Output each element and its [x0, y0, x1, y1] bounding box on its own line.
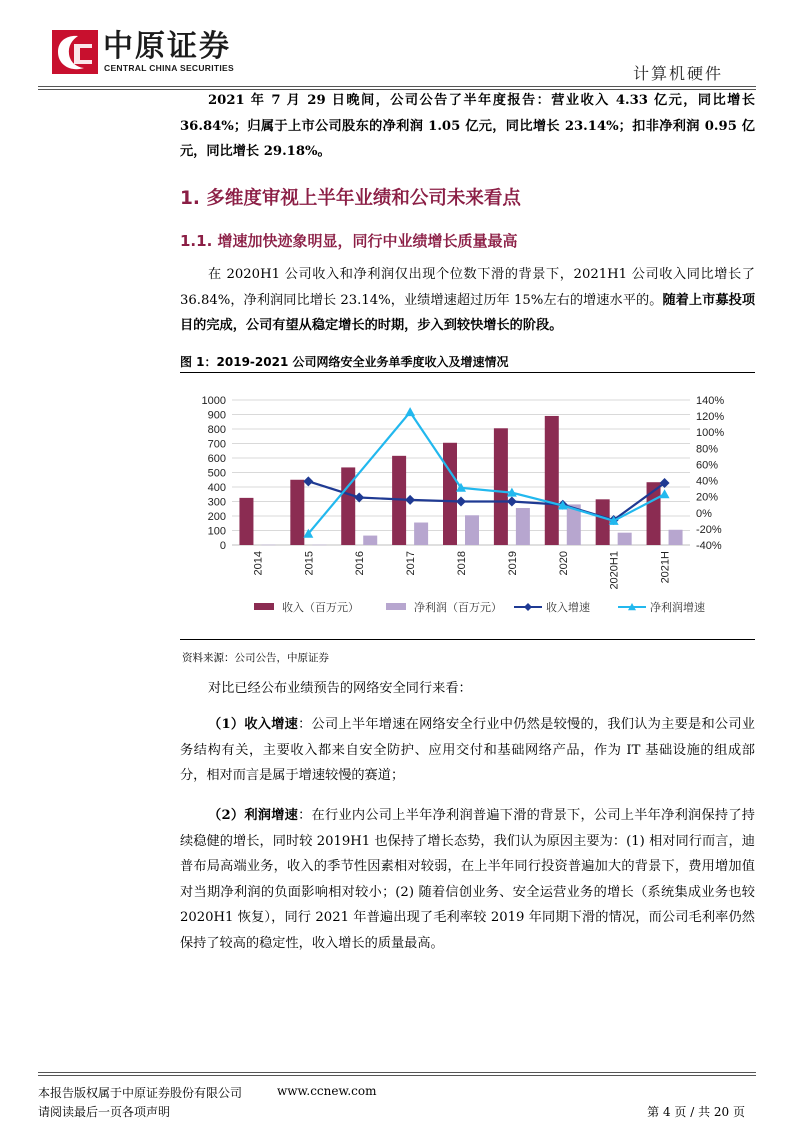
right-tick-label: 80%: [696, 443, 719, 456]
left-tick-label: 700: [207, 438, 226, 451]
bar-revenue: [443, 443, 457, 545]
logo-chinese-name: 中原证券: [103, 29, 231, 64]
point-revenue-growth: [303, 476, 313, 486]
x-axis-categories: [252, 551, 671, 590]
right-tick-label: 0%: [696, 507, 712, 520]
header-divider: [38, 86, 756, 87]
legend-label: 净利润增速: [650, 602, 705, 614]
point-profit-growth: [405, 407, 415, 416]
footer-divider-thin: [38, 1075, 756, 1076]
bar-net-profit: [669, 530, 683, 545]
left-tick-label: 100: [207, 525, 226, 538]
body-paragraph-1: [180, 262, 755, 339]
right-tick-label: -20%: [696, 523, 722, 536]
logo-english-name: CENTRAL CHINA SECURITIES: [104, 63, 234, 73]
logo-mark: [52, 30, 98, 74]
body-paragraph-1-emphasis: 随着上市募投项目的完成，公司有望从稳定增长的时期，步入到较快增长的阶段。: [180, 292, 756, 333]
figure-top-rule: [180, 372, 755, 373]
bar-net-profit: [618, 533, 632, 545]
x-category-label: 2018: [456, 551, 468, 576]
bar-revenue: [596, 499, 610, 545]
bar-net-profit: [261, 545, 275, 546]
footer-copyright: 本报告版权属于中原证券股份有限公司: [38, 1086, 243, 1100]
x-category-label: 2016: [354, 551, 367, 576]
bar-net-profit: [312, 545, 326, 546]
revenue-profit-chart: [180, 378, 756, 636]
x-category-label: 2014: [252, 551, 265, 576]
right-tick-label: 60%: [696, 459, 719, 472]
legend-label: 净利润（百万元）: [414, 602, 502, 614]
body-paragraph-3: [180, 712, 755, 789]
footer-website-link[interactable]: www.ccnew.com: [277, 1084, 377, 1098]
intro-paragraph: 2021 年 7 月 29 日晚间，公司公告了半年度报告：营业收入 4.33 亿元，同比增长 36.84%；归属于上市公司股东的净利润 1.05 亿元，同比增长 23.14%；扣非净利润 0.95 亿元，同比增长 29.18%。: [180, 93, 755, 159]
figure-title: 图 1：2019-2021 公司网络安全业务单季度收入及增速情况: [180, 355, 509, 369]
right-tick-label: 40%: [696, 475, 719, 488]
left-tick-label: 900: [207, 409, 226, 422]
body-paragraph-2: 对比已经公布业绩预告的网络安全同行来看：: [208, 681, 472, 696]
legend-label: 收入增速: [546, 602, 590, 614]
left-tick-label: 300: [207, 496, 226, 509]
right-axis-ticks: [696, 395, 724, 552]
point-revenue-growth: [354, 492, 364, 502]
left-tick-label: 400: [207, 482, 226, 494]
bar-revenue: [290, 480, 304, 545]
x-category-label: 2017: [405, 551, 418, 576]
profit-growth-text: ：在行业内公司上半年净利润普遍下滑的背景下，公司上半年净利润保持了持续稳健的增长，同时较 2019H1 也保持了增长态势，我们认为原因主要为：(1) 相对同行而言，迪普布局高端业务，收入的季节性因素相对较弱，在上半年同行投资普遍加大的背景下，费用增加值对当期净利润的负面影响相对较小；(2) 随着信创业务、安全运营业务的增长（系统集成业务也较 2020H1 恢复），同行 2021 年普遍出现了毛利率较 2019 年同期下滑的情况，而公司毛利率仍然保持了较高的稳定性，收入增长的质量最高。: [180, 808, 755, 951]
bar-revenue: [545, 416, 559, 545]
right-tick-label: 20%: [696, 491, 719, 504]
legend-marker: [524, 603, 532, 611]
footer-divider: [38, 1072, 756, 1073]
page-number: 第 4 页 / 共 20 页: [647, 1105, 745, 1119]
point-profit-growth: [660, 489, 670, 498]
right-tick-label: 100%: [696, 427, 725, 440]
bar-net-profit: [363, 536, 377, 545]
revenue-growth-text: ：公司上半年增速在网络安全行业中仍然是较慢的，我们认为主要是和公司业务结构有关，主要收入都来自安全防护、应用交付和基础网络产品，作为 IT 基础设施的组成部分，相对而言是属于增速较慢的赛道；: [180, 717, 755, 783]
profit-growth-label: （2）利润增速: [208, 808, 299, 823]
x-category-label: 2020: [557, 551, 570, 576]
section-heading: 1. 多维度审视上半年业绩和公司未来看点: [180, 188, 521, 209]
left-tick-label: 500: [207, 467, 226, 480]
body-paragraph-1-text: 在 2020H1 公司收入和净利润仅出现个位数下滑的背景下，2021H1 公司收入同比增长了 36.84%，净利润同比增长 23.14%，业绩增速超过历年 15%左右的增速水平的。: [180, 267, 755, 308]
x-category-label: 2021H: [659, 551, 672, 584]
figure-bottom-rule: [180, 639, 755, 640]
left-tick-label: 600: [207, 453, 226, 465]
legend-swatch: [254, 603, 274, 610]
chart-legend: [254, 600, 705, 614]
point-revenue-growth: [405, 495, 415, 505]
point-revenue-growth: [507, 497, 517, 507]
bar-revenue: [494, 428, 508, 545]
legend-label: 收入（百万元）: [282, 602, 359, 614]
x-category-label: 2020H1: [608, 551, 621, 590]
footer-disclaimer: 请阅读最后一页各项声明: [38, 1105, 171, 1119]
left-axis-ticks: [202, 395, 226, 552]
right-tick-label: 120%: [696, 411, 725, 424]
left-tick-label: 200: [207, 511, 226, 523]
point-revenue-growth: [456, 497, 466, 507]
left-tick-label: 0: [219, 540, 226, 552]
bar-net-profit: [465, 515, 479, 545]
revenue-growth-label: （1）收入增速: [208, 717, 299, 732]
subsection-heading: 1.1. 增速加快迹象明显，同行中业绩增长质量最高: [180, 232, 518, 250]
left-tick-label: 1000: [201, 395, 226, 407]
left-tick-label: 800: [207, 424, 226, 436]
x-category-label: 2019: [506, 551, 519, 576]
body-paragraph-4: [180, 803, 755, 956]
right-tick-label: -40%: [696, 540, 722, 552]
bar-net-profit: [414, 523, 428, 545]
legend-swatch: [386, 603, 406, 610]
right-tick-label: 140%: [696, 395, 725, 407]
bar-net-profit: [516, 508, 530, 545]
figure-source: 资料来源：公司公告，中原证券: [182, 652, 329, 664]
report-section-title: 计算机硬件: [632, 64, 723, 83]
bar-revenue: [239, 498, 253, 545]
x-category-label: 2015: [303, 551, 316, 576]
